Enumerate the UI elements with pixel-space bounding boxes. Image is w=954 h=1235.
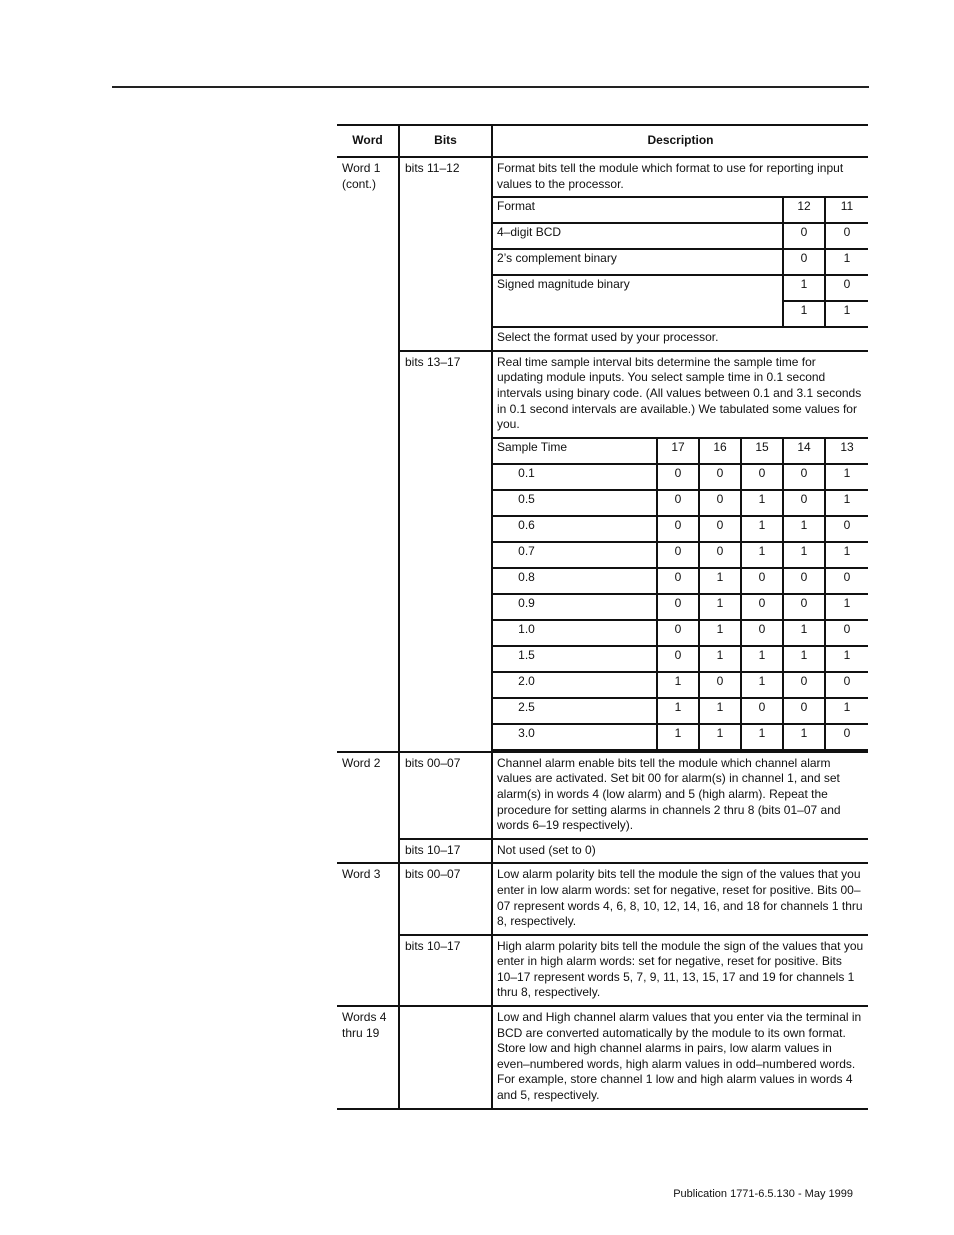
sample-time-table xyxy=(493,437,868,751)
sample-bit-cell: 1 xyxy=(699,594,741,620)
sample-bit-cell: 0 xyxy=(657,542,699,568)
format-bit-cell: 0 xyxy=(783,223,825,249)
word-cell: Word 3 xyxy=(337,863,399,1006)
table-row xyxy=(337,157,868,351)
sample-bit-cell: 0 xyxy=(825,568,868,594)
word-cell: Word 1 (cont.) xyxy=(337,157,399,752)
sample-bit-cell: 14 xyxy=(783,438,825,464)
sample-bit-cell: 0 xyxy=(783,568,825,594)
sample-bit-cell: 0 xyxy=(699,490,741,516)
sample-bit-cell: 0 xyxy=(741,620,783,646)
sample-row xyxy=(493,594,868,620)
sample-bit-cell: 0 xyxy=(825,672,868,698)
table-header-row xyxy=(337,125,868,157)
bits-cell: bits 13–17 xyxy=(399,351,492,752)
description-text: High alarm polarity bits tell the module the sign of the values that you enter in high alarm words: set for negative, reset for positive. Bits 10–17 represent words 5, 7, 9, 11, 13, 15, 17 and 19 for channels 1 thru 8, respectively. xyxy=(497,938,864,1000)
sample-label-cell: 0.8 xyxy=(493,568,657,594)
sample-bit-cell: 0 xyxy=(825,724,868,750)
bits-cell: bits 00–07 xyxy=(399,863,492,934)
sample-bit-cell: 1 xyxy=(657,698,699,724)
sample-row xyxy=(493,672,868,698)
description-text: Low alarm polarity bits tell the module the sign of the values that you enter in low alarm words: set for negative, reset for positive. Bits 00–07 represent words 4, 6, 8, 10, 12, 14, 16, and 18 for channels 1 thru 8, respectively. xyxy=(497,867,863,929)
sample-row xyxy=(493,464,868,490)
sample-bit-cell: 0 xyxy=(741,464,783,490)
format-bit-cell: 1 xyxy=(783,275,825,301)
sample-bit-cell: 1 xyxy=(783,620,825,646)
format-header-row xyxy=(493,197,868,223)
sample-label-cell: 1.0 xyxy=(493,620,657,646)
format-bit-cell: 1 xyxy=(825,301,868,326)
format-row xyxy=(493,223,868,249)
sample-bit-cell: 0 xyxy=(657,646,699,672)
sample-bit-cell: 1 xyxy=(783,646,825,672)
sample-description: Real time sample interval bits determine the sample time for updating module inputs. You select sample time in 0.1 second intervals using binary code. (All values between 0.1 and 3.1 seconds in 0.1 second intervals are available.) We tabulated some values for you. xyxy=(497,354,862,432)
description-cell xyxy=(492,157,868,351)
sample-bit-cell: 0 xyxy=(741,568,783,594)
sample-bit-cell: 1 xyxy=(825,646,868,672)
sample-bit-cell: 1 xyxy=(741,672,783,698)
sample-bit-cell: 1 xyxy=(699,698,741,724)
sample-bit-cell: 0 xyxy=(783,490,825,516)
format-bit-cell: 11 xyxy=(825,197,868,223)
sample-bit-cell: 0 xyxy=(783,594,825,620)
bits-cell: bits 10–17 xyxy=(399,839,492,864)
sample-bit-cell: 0 xyxy=(699,464,741,490)
table-row xyxy=(337,1006,868,1109)
sample-bit-cell: 1 xyxy=(741,646,783,672)
description-cell xyxy=(492,839,868,864)
sample-bit-cell: 1 xyxy=(699,646,741,672)
sample-bit-cell: 13 xyxy=(825,438,868,464)
header-word: Word xyxy=(337,125,399,157)
sample-label-cell: 0.1 xyxy=(493,464,657,490)
sample-row xyxy=(493,698,868,724)
header-rule xyxy=(112,86,869,88)
sample-row xyxy=(493,516,868,542)
sample-bit-cell: 1 xyxy=(741,516,783,542)
sample-bit-cell: 15 xyxy=(741,438,783,464)
sample-bit-cell: 1 xyxy=(657,724,699,750)
sample-bit-cell: 1 xyxy=(825,464,868,490)
sample-row xyxy=(493,542,868,568)
description-cell xyxy=(492,1006,868,1109)
sample-bit-cell: 0 xyxy=(699,542,741,568)
sample-bit-cell: 0 xyxy=(657,594,699,620)
sample-row xyxy=(493,620,868,646)
sample-label-cell: 2.0 xyxy=(493,672,657,698)
sample-header-row xyxy=(493,438,868,464)
format-bit-cell: 1 xyxy=(825,249,868,275)
sample-label-cell: 2.5 xyxy=(493,698,657,724)
sample-bit-cell: 0 xyxy=(825,620,868,646)
sample-label-cell: 1.5 xyxy=(493,646,657,672)
sample-bit-cell: 1 xyxy=(783,516,825,542)
sample-bit-cell: 0 xyxy=(741,698,783,724)
format-note: Select the format used by your processor. xyxy=(493,326,868,350)
sample-bit-cell: 1 xyxy=(741,542,783,568)
format-description: Format bits tell the module which format to use for reporting input values to the processor. xyxy=(497,161,844,191)
format-row xyxy=(493,275,868,301)
format-bit-cell: 12 xyxy=(783,197,825,223)
sample-label-cell: 0.7 xyxy=(493,542,657,568)
bits-cell: bits 00–07 xyxy=(399,752,492,839)
description-text: Not used (set to 0) xyxy=(497,842,596,857)
word-cell: Word 2 xyxy=(337,752,399,864)
sample-label-cell: 3.0 xyxy=(493,724,657,750)
description-cell xyxy=(492,752,868,839)
format-bit-cell: 0 xyxy=(825,275,868,301)
format-bit-cell: 0 xyxy=(783,249,825,275)
format-row xyxy=(493,301,868,326)
word-cell: Words 4 thru 19 xyxy=(337,1006,399,1109)
sample-label-cell: 0.6 xyxy=(493,516,657,542)
sample-bit-cell: 0 xyxy=(699,516,741,542)
sample-bit-cell: 1 xyxy=(825,542,868,568)
sample-row xyxy=(493,724,868,750)
sample-bit-cell: 1 xyxy=(825,698,868,724)
header-description: Description xyxy=(492,125,868,157)
sample-bit-cell: 1 xyxy=(783,542,825,568)
sample-label-cell: 0.9 xyxy=(493,594,657,620)
description-cell xyxy=(492,351,868,752)
sample-bit-cell: 0 xyxy=(741,594,783,620)
description-text: Low and High channel alarm values that you enter via the terminal in BCD are converted automatically by the module to its own format. Store low and high channel alarms in pairs, low alarm values in even–numbered words, high alarm values in odd–numbered words. For example, store channel 1 low and high alarm values in words 4 and 5, respectively. xyxy=(497,1010,862,1103)
bits-cell xyxy=(399,1006,492,1109)
sample-bit-cell: 1 xyxy=(699,724,741,750)
description-cell xyxy=(492,935,868,1006)
table-row xyxy=(337,839,868,864)
sample-bit-cell: 1 xyxy=(741,490,783,516)
sample-bit-cell: 0 xyxy=(699,672,741,698)
format-label-cell: Signed magnitude binary xyxy=(493,275,783,301)
format-label-cell: Format xyxy=(493,197,783,223)
sample-bit-cell: 1 xyxy=(783,724,825,750)
sample-bit-cell: 0 xyxy=(657,516,699,542)
header-bits: Bits xyxy=(399,125,492,157)
sample-label-cell: 0.5 xyxy=(493,490,657,516)
sample-row xyxy=(493,490,868,516)
sample-bit-cell: 0 xyxy=(657,464,699,490)
sample-bit-cell: 0 xyxy=(657,620,699,646)
sample-bit-cell: 1 xyxy=(741,724,783,750)
sample-label-cell: Sample Time xyxy=(493,438,657,464)
table-row xyxy=(337,863,868,934)
description-cell xyxy=(492,863,868,934)
format-label-cell: 4–digit BCD xyxy=(493,223,783,249)
sample-bit-cell: 0 xyxy=(783,698,825,724)
sample-bit-cell: 0 xyxy=(783,464,825,490)
format-label-cell: 2’s complement binary xyxy=(493,249,783,275)
sample-bit-cell: 0 xyxy=(783,672,825,698)
format-row xyxy=(493,249,868,275)
bits-cell: bits 11–12 xyxy=(399,157,492,351)
sample-row xyxy=(493,568,868,594)
table-row xyxy=(337,935,868,1006)
sample-bit-cell: 16 xyxy=(699,438,741,464)
sample-bit-cell: 1 xyxy=(657,672,699,698)
sample-row xyxy=(493,646,868,672)
format-bit-cell: 0 xyxy=(825,223,868,249)
sample-bit-cell: 17 xyxy=(657,438,699,464)
table-row xyxy=(337,351,868,752)
sample-bit-cell: 1 xyxy=(825,594,868,620)
sample-bit-cell: 0 xyxy=(657,568,699,594)
table-row xyxy=(337,752,868,839)
sample-bit-cell: 1 xyxy=(699,568,741,594)
sample-bit-cell: 0 xyxy=(825,516,868,542)
word-bits-table xyxy=(337,124,868,1110)
publication-footer: Publication 1771-6.5.130 - May 1999 xyxy=(673,1188,853,1200)
description-text: Channel alarm enable bits tell the module which channel alarm values are activated. Set bit 00 for alarm(s) in channel 1, and set alarm(s) in words 4 (low alarm) and 5 (high alarm). Repeat the procedure for setting alarms in channels 2 thru 8 (bits 01–07 and words 6–19 respectively). xyxy=(497,755,841,833)
sample-bit-cell: 0 xyxy=(657,490,699,516)
sample-bit-cell: 1 xyxy=(825,490,868,516)
format-table xyxy=(493,196,868,326)
format-bit-cell: 1 xyxy=(783,301,825,326)
sample-bit-cell: 1 xyxy=(699,620,741,646)
format-label-cell xyxy=(493,301,783,326)
bits-cell: bits 10–17 xyxy=(399,935,492,1006)
